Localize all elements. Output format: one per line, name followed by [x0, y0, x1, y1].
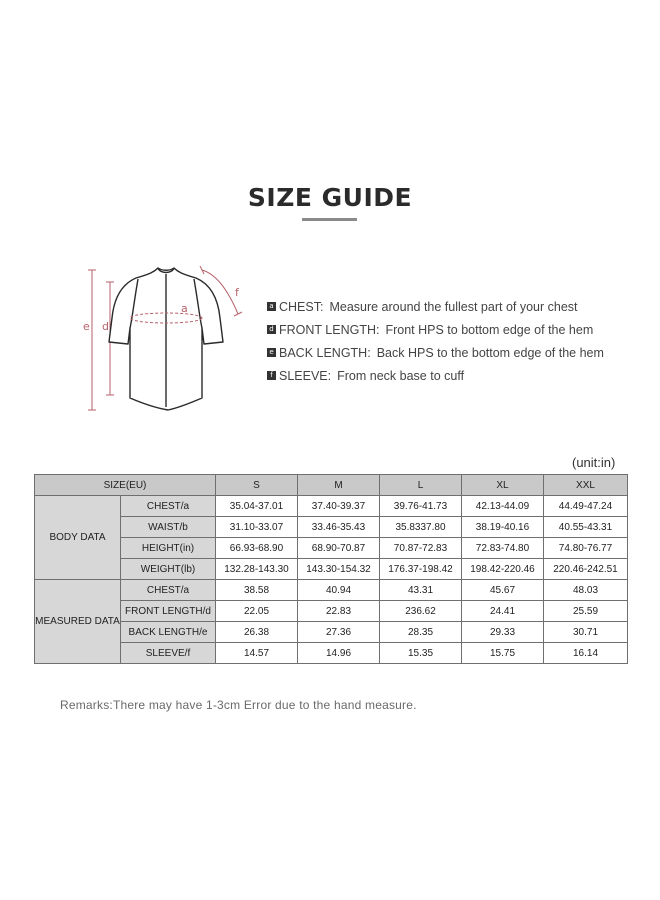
measurement-legend: [267, 295, 647, 387]
size-table: [34, 474, 628, 664]
group-label-body-data: BODY DATA: [35, 496, 121, 580]
table-cell: 40.55-43.31: [544, 517, 628, 538]
legend-item-chest: [267, 295, 647, 318]
row-label: CHEST/a: [121, 580, 216, 601]
row-label: SLEEVE/f: [121, 643, 216, 664]
size-header-xl: XL: [462, 475, 544, 496]
badge-f: f: [267, 371, 276, 380]
table-cell: 42.13-44.09: [462, 496, 544, 517]
row-label: FRONT LENGTH/d: [121, 601, 216, 622]
badge-e: e: [267, 348, 276, 357]
table-row: [35, 643, 628, 664]
legend-text: Front HPS to bottom edge of the hem: [385, 322, 594, 337]
row-label: HEIGHT(in): [121, 538, 216, 559]
table-cell: 68.90-70.87: [298, 538, 380, 559]
table-cell: 29.33: [462, 622, 544, 643]
table-cell: 15.35: [380, 643, 462, 664]
table-row: [35, 580, 628, 601]
table-cell: 25.59: [544, 601, 628, 622]
legend-label: FRONT LENGTH:: [279, 322, 380, 337]
size-header-l: L: [380, 475, 462, 496]
table-cell: 37.40-39.37: [298, 496, 380, 517]
table-cell: 236.62: [380, 601, 462, 622]
table-cell: 66.93-68.90: [216, 538, 298, 559]
table-row: [35, 622, 628, 643]
table-cell: 70.87-72.83: [380, 538, 462, 559]
remarks-text: Remarks:There may have 1-3cm Error due to the hand measure.: [60, 698, 417, 712]
table-cell: 35.04-37.01: [216, 496, 298, 517]
table-cell: 43.31: [380, 580, 462, 601]
label-f: f: [235, 286, 239, 299]
table-row: [35, 496, 628, 517]
table-cell: 31.10-33.07: [216, 517, 298, 538]
legend-label: CHEST:: [279, 299, 324, 314]
row-label: CHEST/a: [121, 496, 216, 517]
label-e: e: [83, 320, 90, 333]
row-label: BACK LENGTH/e: [121, 622, 216, 643]
page-title: SIZE GUIDE: [247, 183, 413, 212]
legend-label: BACK LENGTH:: [279, 345, 371, 360]
table-cell: 72.83-74.80: [462, 538, 544, 559]
legend-text: Back HPS to the bottom edge of the hem: [376, 345, 604, 360]
table-header-row: [35, 475, 628, 496]
table-cell: 143.30-154.32: [298, 559, 380, 580]
row-label: WEIGHT(lb): [121, 559, 216, 580]
table-row: [35, 538, 628, 559]
table-cell: 38.19-40.16: [462, 517, 544, 538]
table-cell: 198.42-220.46: [462, 559, 544, 580]
size-header-xxl: XXL: [544, 475, 628, 496]
table-cell: 74.80-76.77: [544, 538, 628, 559]
table-cell: 39.76-41.73: [380, 496, 462, 517]
measure-line-e: [88, 270, 96, 410]
table-cell: 48.03: [544, 580, 628, 601]
row-label: WAIST/b: [121, 517, 216, 538]
legend-text: Measure around the fullest part of your chest: [329, 299, 578, 314]
legend-item-back-length: [267, 341, 647, 364]
group-label-measured-data: MEASURED DATA: [35, 580, 121, 664]
table-row: [35, 517, 628, 538]
label-a: a: [181, 302, 188, 315]
table-cell: 44.49-47.24: [544, 496, 628, 517]
table-row: [35, 559, 628, 580]
table-cell: 26.38: [216, 622, 298, 643]
table-cell: 35.8337.80: [380, 517, 462, 538]
table-cell: 15.75: [462, 643, 544, 664]
table-cell: 176.37-198.42: [380, 559, 462, 580]
table-cell: 220.46-242.51: [544, 559, 628, 580]
table-cell: 14.96: [298, 643, 380, 664]
table-cell: 16.14: [544, 643, 628, 664]
table-cell: 22.83: [298, 601, 380, 622]
table-cell: 132.28-143.30: [216, 559, 298, 580]
size-header-label: SIZE(EU): [35, 475, 216, 496]
table-cell: 45.67: [462, 580, 544, 601]
table-cell: 14.57: [216, 643, 298, 664]
table-cell: 28.35: [380, 622, 462, 643]
legend-label: SLEEVE:: [279, 368, 332, 383]
unit-label: (unit:in): [572, 455, 616, 470]
size-header-s: S: [216, 475, 298, 496]
table-cell: 38.58: [216, 580, 298, 601]
badge-d: d: [267, 325, 276, 334]
table-cell: 33.46-35.43: [298, 517, 380, 538]
table-cell: 40.94: [298, 580, 380, 601]
table-row: [35, 601, 628, 622]
badge-a: a: [267, 302, 276, 311]
table-cell: 24.41: [462, 601, 544, 622]
label-d: d: [102, 320, 109, 333]
table-cell: 27.36: [298, 622, 380, 643]
legend-item-front-length: [267, 318, 647, 341]
size-header-m: M: [298, 475, 380, 496]
legend-item-sleeve: [267, 364, 647, 387]
title-underline: [302, 218, 357, 221]
legend-text: From neck base to cuff: [337, 368, 465, 383]
table-cell: 22.05: [216, 601, 298, 622]
jersey-outline: [109, 268, 223, 410]
table-cell: 30.71: [544, 622, 628, 643]
jersey-diagram: [78, 262, 258, 417]
